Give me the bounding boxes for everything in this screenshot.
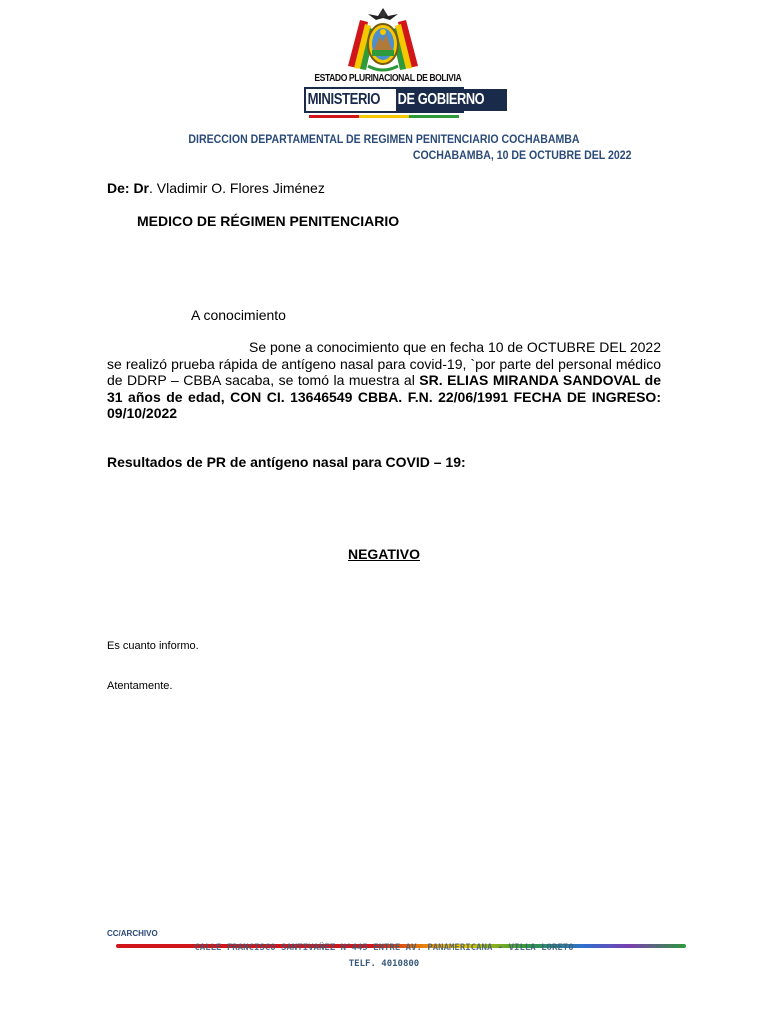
bolivia-coat-of-arms-icon bbox=[338, 6, 428, 76]
ministry-logo bbox=[303, 72, 485, 124]
patient-details: SR. ELIAS MIRANDA SANDOVAL de 31 años de edad, CON CI. 13646549 CBBA. F.N. 22/06/1991 FECHA DE INGRESO: 09/10/2022 bbox=[107, 372, 661, 421]
logo-wordmark bbox=[304, 87, 485, 113]
sender-role: MEDICO DE RÉGIMEN PENITENCIARIO bbox=[137, 213, 400, 229]
logo-state-name: ESTADO PLURINACIONAL DE BOLIVIA bbox=[314, 73, 462, 84]
cc-archive: CC/ARCHIVO bbox=[107, 929, 158, 938]
sender-name: . Vladimir O. Flores Jiménez bbox=[149, 180, 325, 196]
sender-line bbox=[107, 180, 325, 196]
closing-statement: Es cuanto informo. bbox=[107, 640, 199, 652]
valediction: Atentamente. bbox=[107, 680, 173, 692]
directorate-title: DIRECCION DEPARTAMENTAL DE REGIMEN PENITENCIARIO COCHABAMBA bbox=[188, 132, 580, 146]
letterhead bbox=[0, 0, 768, 170]
footer-phone: TELF. 4010800 bbox=[348, 959, 420, 969]
letter-date: COCHABAMBA, 10 DE OCTUBRE DEL 2022 bbox=[412, 148, 631, 162]
sender-prefix: De: Dr bbox=[107, 180, 150, 196]
report-intro-text: Se pone a conocimiento que en fecha 10 de OCTUBRE DEL 2022 se realizó prueba rápida de antígeno nasal para covid-19, `por parte del personal médico de DDRP – CBBA sacaba, se tomó la muestra al bbox=[107, 339, 661, 388]
logo-tricolor-stripe bbox=[309, 115, 459, 118]
logo-ministry-part2: DE GOBIERNO bbox=[396, 89, 506, 111]
acknowledgement-line: A conocimiento bbox=[191, 307, 286, 323]
results-heading: Resultados de PR de antígeno nasal para COVID – 19: bbox=[107, 454, 466, 470]
report-paragraph bbox=[107, 339, 661, 422]
logo-ministry-part1: MINISTERIO bbox=[306, 89, 380, 111]
footer-address: CALLE FRANCISCO SANTIVAÑEZ N°445 ENTRE AV. PANAMERICANA - VILLA LORETO bbox=[194, 943, 574, 953]
test-result: NEGATIVO bbox=[347, 546, 421, 562]
